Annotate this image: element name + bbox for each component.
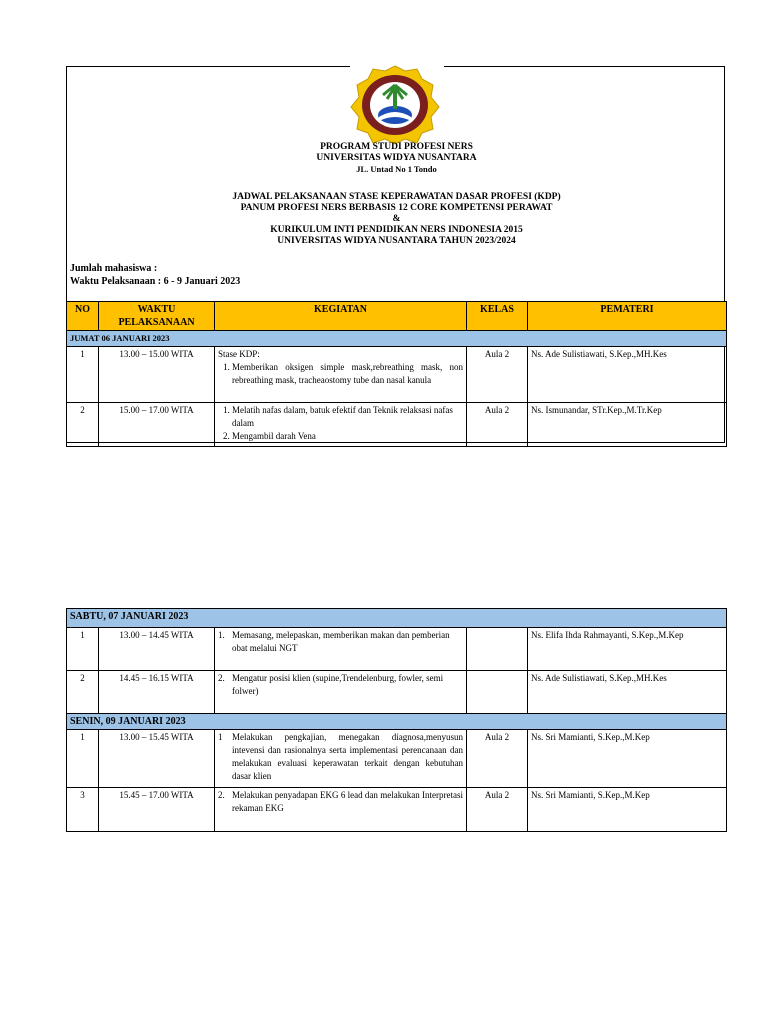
row-class: Aula 2 <box>467 403 528 447</box>
university-logo <box>347 63 443 145</box>
table-row <box>67 628 727 671</box>
row-no: 2 <box>67 403 99 447</box>
schedule-frame <box>66 66 725 443</box>
day-label: SENIN, 09 JANUARI 2023 <box>67 714 727 730</box>
table-row <box>67 403 727 447</box>
day-row-sabtu <box>67 609 727 628</box>
activity-number: 1 <box>218 732 223 742</box>
schedule-table-2 <box>66 608 727 832</box>
row-speaker: Ns. Sri Mamianti, S.Kep.,M.Kep <box>528 730 727 788</box>
col-no: NO <box>67 302 99 331</box>
day-row-senin <box>67 714 727 730</box>
curriculum-line: KURIKULUM INTI PENDIDIKAN NERS INDONESIA 2015 <box>270 225 523 235</box>
day-label: JUMAT 06 JANUARI 2023 <box>67 331 727 347</box>
row-activity <box>215 730 467 788</box>
col-waktu: WAKTU PELAKSANAAN <box>99 302 215 331</box>
program-name: PROGRAM STUDI PROFESI NERS <box>320 142 473 152</box>
row-speaker: Ns. Elifa Ihda Rahmayanti, S.Kep.,M.Kep <box>528 628 727 671</box>
activity-number: 2. <box>218 673 225 683</box>
schedule-title: JADWAL PELAKSANAAN STASE KEPERAWATAN DASAR PROFESI (KDP) <box>232 192 561 202</box>
schedule-subtitle: PANUM PROFESI NERS BERBASIS 12 CORE KOMPETENSI PERAWAT <box>240 203 553 213</box>
row-no: 1 <box>67 628 99 671</box>
row-time: 13.00 – 14.45 WITA <box>99 628 215 671</box>
row-speaker: Ns. Ade Sulistiawati, S.Kep.,MH.Kes <box>528 671 727 714</box>
activity-text: Mengatur posisi klien (supine,Trendelenburg, fowler, semi folwer) <box>232 673 444 696</box>
activity-intro: Stase KDP: <box>218 349 260 359</box>
activity-text: Melakukan pengkajian, menegakan diagnosa,menyusun intevensi dan rasionalnya serta implementasi perencanaan dan melakukan evaluasi keperawatan terkait dengan kebutuhan dasar klien <box>232 732 463 781</box>
activity-item: 1. Melatih nafas dalam, batuk efektif dan Teknik relaksasi nafas dalam <box>232 404 463 430</box>
row-class <box>467 671 528 714</box>
row-activity <box>215 788 467 832</box>
activity-number: 2. <box>218 790 225 800</box>
student-count: Jumlah mahasiswa : <box>70 263 158 274</box>
row-activity <box>215 403 467 447</box>
academic-year-line: UNIVERSITAS WIDYA NUSANTARA TAHUN 2023/2024 <box>277 236 516 246</box>
row-no: 1 <box>67 347 99 403</box>
table-row <box>67 347 727 403</box>
schedule-table-1 <box>66 301 727 447</box>
row-class: Aula 2 <box>467 788 528 832</box>
activity-item: 2. Mengambil darah Vena <box>232 430 463 443</box>
row-activity <box>215 628 467 671</box>
row-time: 13.00 – 15.00 WITA <box>99 347 215 403</box>
ampersand: & <box>392 214 401 224</box>
row-activity <box>215 347 467 403</box>
col-pemateri: PEMATERI <box>528 302 727 331</box>
row-speaker: Ns. Ismunandar, STr.Kep.,M.Tr.Kep <box>528 403 727 447</box>
table-row <box>67 788 727 832</box>
table-header-row <box>67 302 727 331</box>
col-kelas: KELAS <box>467 302 528 331</box>
row-time: 14.45 – 16.15 WITA <box>99 671 215 714</box>
row-class: Aula 2 <box>467 347 528 403</box>
day-row-jumat <box>67 331 727 347</box>
col-kegiatan: KEGIATAN <box>215 302 467 331</box>
university-name: UNIVERSITAS WIDYA NUSANTARA <box>316 153 477 163</box>
row-no: 2 <box>67 671 99 714</box>
activity-text: Memasang, melepaskan, memberikan makan dan pemberian obat melalui NGT <box>232 630 450 653</box>
row-activity <box>215 671 467 714</box>
table-row <box>67 730 727 788</box>
row-class <box>467 628 528 671</box>
row-no: 1 <box>67 730 99 788</box>
row-time: 15.00 – 17.00 WITA <box>99 403 215 447</box>
row-no: 3 <box>67 788 99 832</box>
period: Waktu Pelaksanaan : 6 - 9 Januari 2023 <box>70 276 241 287</box>
row-time: 13.00 – 15.45 WITA <box>99 730 215 788</box>
activity-text: Melakukan penyadapan EKG 6 lead dan melakukan Interpretasi rekaman EKG <box>232 790 463 813</box>
table-row <box>67 671 727 714</box>
activity-item: 1. Memberikan oksigen simple mask,rebreathing mask, non rebreathing mask, tracheaostomy tube dan nasal kanula <box>232 361 463 387</box>
row-speaker: Ns. Ade Sulistiawati, S.Kep.,MH.Kes <box>528 347 727 403</box>
row-speaker: Ns. Sri Mamianti, S.Kep.,M.Kep <box>528 788 727 832</box>
university-address: JL. Untad No 1 Tondo <box>356 164 437 174</box>
activity-number: 1. <box>218 630 225 640</box>
row-class: Aula 2 <box>467 730 528 788</box>
day-label: SABTU, 07 JANUARI 2023 <box>67 609 727 628</box>
row-time: 15.45 – 17.00 WITA <box>99 788 215 832</box>
